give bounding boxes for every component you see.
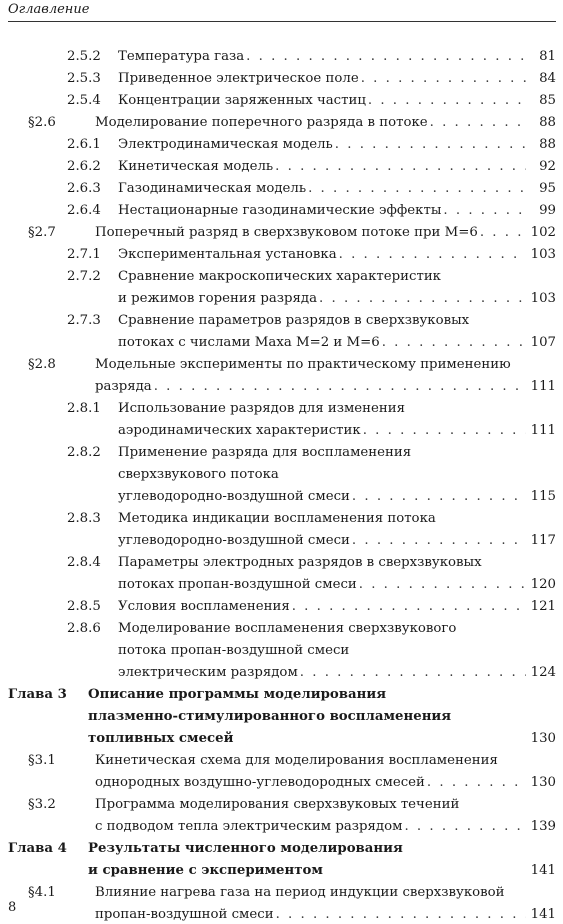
section-entry-title: однородных воздушно-углеводородных смесей bbox=[95, 775, 425, 790]
section-entry-page: 139 bbox=[530, 819, 556, 834]
leader-dots bbox=[275, 158, 526, 176]
toc-entry-number: 2.7.2 bbox=[67, 269, 101, 284]
toc-entry-title: Концентрации заряженных частиц bbox=[118, 93, 366, 108]
leader-dots bbox=[339, 246, 526, 264]
toc-entry-page: 117 bbox=[530, 533, 556, 548]
toc-entry-title: Приведенное электрическое поле bbox=[118, 71, 359, 86]
toc-entry-number: §2.6 bbox=[28, 115, 56, 130]
toc-entry-title: электрическим разрядом bbox=[118, 665, 298, 680]
leader-dots bbox=[352, 488, 526, 506]
toc-entry-title: Моделирование поперечного разряда в потоке bbox=[95, 115, 428, 130]
toc-entry-title: Газодинамическая модель bbox=[118, 181, 307, 196]
toc-entry-title: Моделирование воспламенения сверхзвукового bbox=[118, 621, 457, 636]
leader-dots bbox=[154, 378, 526, 396]
toc-entry-number: 2.8.4 bbox=[67, 555, 101, 570]
toc-entry-number: 2.6.4 bbox=[67, 203, 101, 218]
leader-dots bbox=[292, 598, 526, 616]
leader-dots bbox=[404, 818, 526, 836]
leader-dots bbox=[430, 114, 526, 132]
toc-entry-page: 88 bbox=[539, 115, 556, 130]
toc-entry-page: 124 bbox=[530, 665, 556, 680]
leader-dots bbox=[382, 334, 526, 352]
leader-dots bbox=[319, 290, 526, 308]
toc-entry-title: Параметры электродных разрядов в сверхзвуковых bbox=[118, 555, 482, 570]
section-entry-number: §3.2 bbox=[28, 797, 56, 812]
toc-entry-title: потока пропан-воздушной смеси bbox=[118, 643, 350, 658]
section-entry-title: Кинетическая схема для моделирования воспламенения bbox=[95, 753, 498, 768]
toc-entry-page: 85 bbox=[539, 93, 556, 108]
leader-dots bbox=[246, 48, 526, 66]
toc-entry-title: потоках с числами Маха M=2 и M=6 bbox=[118, 335, 380, 350]
leader-dots bbox=[363, 422, 526, 440]
toc-entry-page: 102 bbox=[530, 225, 556, 240]
toc-entry-page: 92 bbox=[539, 159, 556, 174]
toc-entry-title: аэродинамических характеристик bbox=[118, 423, 361, 438]
toc-entry-title: Экспериментальная установка bbox=[118, 247, 337, 262]
chapter-entry-title: Результаты численного моделирования bbox=[88, 841, 403, 856]
chapter-entry-title: Описание программы моделирования bbox=[88, 687, 387, 702]
toc-entry-number: 2.8.6 bbox=[67, 621, 101, 636]
section-entry-title: с подводом тепла электрическим разрядом bbox=[95, 819, 403, 834]
leader-dots bbox=[300, 664, 526, 682]
toc-entry-page: 120 bbox=[530, 577, 556, 592]
toc-entry-title: углеводородно-воздушной смеси bbox=[118, 533, 350, 548]
page-number: 8 bbox=[8, 900, 17, 915]
toc-entry-number: 2.5.2 bbox=[67, 49, 101, 64]
leader-dots bbox=[443, 202, 526, 220]
toc-entry-title: сверхзвукового потока bbox=[118, 467, 279, 482]
leader-dots bbox=[427, 774, 526, 792]
toc-entry-page: 111 bbox=[530, 379, 556, 394]
toc-entry-title: потоках пропан-воздушной смеси bbox=[118, 577, 357, 592]
toc-entry-number: 2.5.3 bbox=[67, 71, 101, 86]
toc-entry-title: Кинетическая модель bbox=[118, 159, 274, 174]
toc-entry-title: разряда bbox=[95, 379, 152, 394]
toc-entry-page: 81 bbox=[539, 49, 556, 64]
toc-entry-page: 115 bbox=[530, 489, 556, 504]
toc-entry-page: 88 bbox=[539, 137, 556, 152]
toc-entry-page: 111 bbox=[530, 423, 556, 438]
toc-entry-number: 2.6.3 bbox=[67, 181, 101, 196]
toc-entry-number: 2.6.2 bbox=[67, 159, 101, 174]
toc-entry-title: Сравнение параметров разрядов в сверхзвуковых bbox=[118, 313, 470, 328]
leader-dots bbox=[480, 224, 526, 242]
leader-dots bbox=[276, 906, 526, 924]
chapter-entry-title: плазменно-стимулированного воспламенения bbox=[88, 709, 452, 724]
toc-entry-page: 103 bbox=[530, 291, 556, 306]
leader-dots bbox=[359, 576, 526, 594]
toc-entry-number: 2.7.1 bbox=[67, 247, 101, 262]
section-entry-number: §4.1 bbox=[28, 885, 56, 900]
toc-entry-title: Температура газа bbox=[118, 49, 245, 64]
toc-entry-title: Поперечный разряд в сверхзвуковом потоке при M=6 bbox=[95, 225, 478, 240]
chapter-entry-title: и сравнение с экспериментом bbox=[88, 863, 323, 878]
toc-entry-title: Электродинамическая модель bbox=[118, 137, 333, 152]
running-header: Оглавление bbox=[8, 1, 556, 22]
chapter-entry-number: Глава 3 bbox=[8, 687, 67, 702]
toc-entry-title: Модельные эксперименты по практическому применению bbox=[95, 357, 511, 372]
toc-entry-title: углеводородно-воздушной смеси bbox=[118, 489, 350, 504]
leader-dots bbox=[352, 532, 526, 550]
toc-entry-number: §2.7 bbox=[28, 225, 56, 240]
section-entry-title: Влияние нагрева газа на период индукции сверхзвуковой bbox=[95, 885, 505, 900]
toc-entry-page: 95 bbox=[539, 181, 556, 196]
section-entry-title: пропан-воздушной смеси bbox=[95, 907, 274, 922]
section-entry-number: §3.1 bbox=[28, 753, 56, 768]
toc-entry-page: 121 bbox=[530, 599, 556, 614]
toc-entry-number: 2.8.5 bbox=[67, 599, 101, 614]
toc-entry-page: 99 bbox=[539, 203, 556, 218]
section-entry-page: 130 bbox=[530, 775, 556, 790]
toc-entry-page: 103 bbox=[530, 247, 556, 262]
toc-entry-title: Применение разряда для воспламенения bbox=[118, 445, 412, 460]
toc-entry-number: 2.5.4 bbox=[67, 93, 101, 108]
toc-entry-number: §2.8 bbox=[28, 357, 56, 372]
chapter-entry-page: 130 bbox=[530, 731, 556, 746]
leader-dots bbox=[335, 136, 526, 154]
toc-entry-number: 2.8.1 bbox=[67, 401, 101, 416]
toc-entry-title: Методика индикации воспламенения потока bbox=[118, 511, 436, 526]
toc-entry-title: и режимов горения разряда bbox=[118, 291, 318, 306]
section-entry-page: 141 bbox=[530, 907, 556, 922]
leader-dots bbox=[361, 70, 526, 88]
toc-entry-title: Условия воспламенения bbox=[118, 599, 290, 614]
toc-entry-number: 2.8.2 bbox=[67, 445, 101, 460]
leader-dots bbox=[308, 180, 526, 198]
toc-entry-title: Нестационарные газодинамические эффекты bbox=[118, 203, 442, 218]
toc-entry-page: 107 bbox=[530, 335, 556, 350]
chapter-entry-page: 141 bbox=[530, 863, 556, 878]
chapter-entry-number: Глава 4 bbox=[8, 841, 67, 856]
toc-entry-number: 2.8.3 bbox=[67, 511, 101, 526]
toc-entry-number: 2.6.1 bbox=[67, 137, 101, 152]
leader-dots bbox=[368, 92, 526, 110]
chapter-entry-title: топливных смесей bbox=[88, 731, 234, 746]
toc-entry-page: 84 bbox=[539, 71, 556, 86]
toc-entry-title: Сравнение макроскопических характеристик bbox=[118, 269, 441, 284]
toc-entry-title: Использование разрядов для изменения bbox=[118, 401, 406, 416]
section-entry-title: Программа моделирования сверхзвуковых течений bbox=[95, 797, 460, 812]
toc-entry-number: 2.7.3 bbox=[67, 313, 101, 328]
